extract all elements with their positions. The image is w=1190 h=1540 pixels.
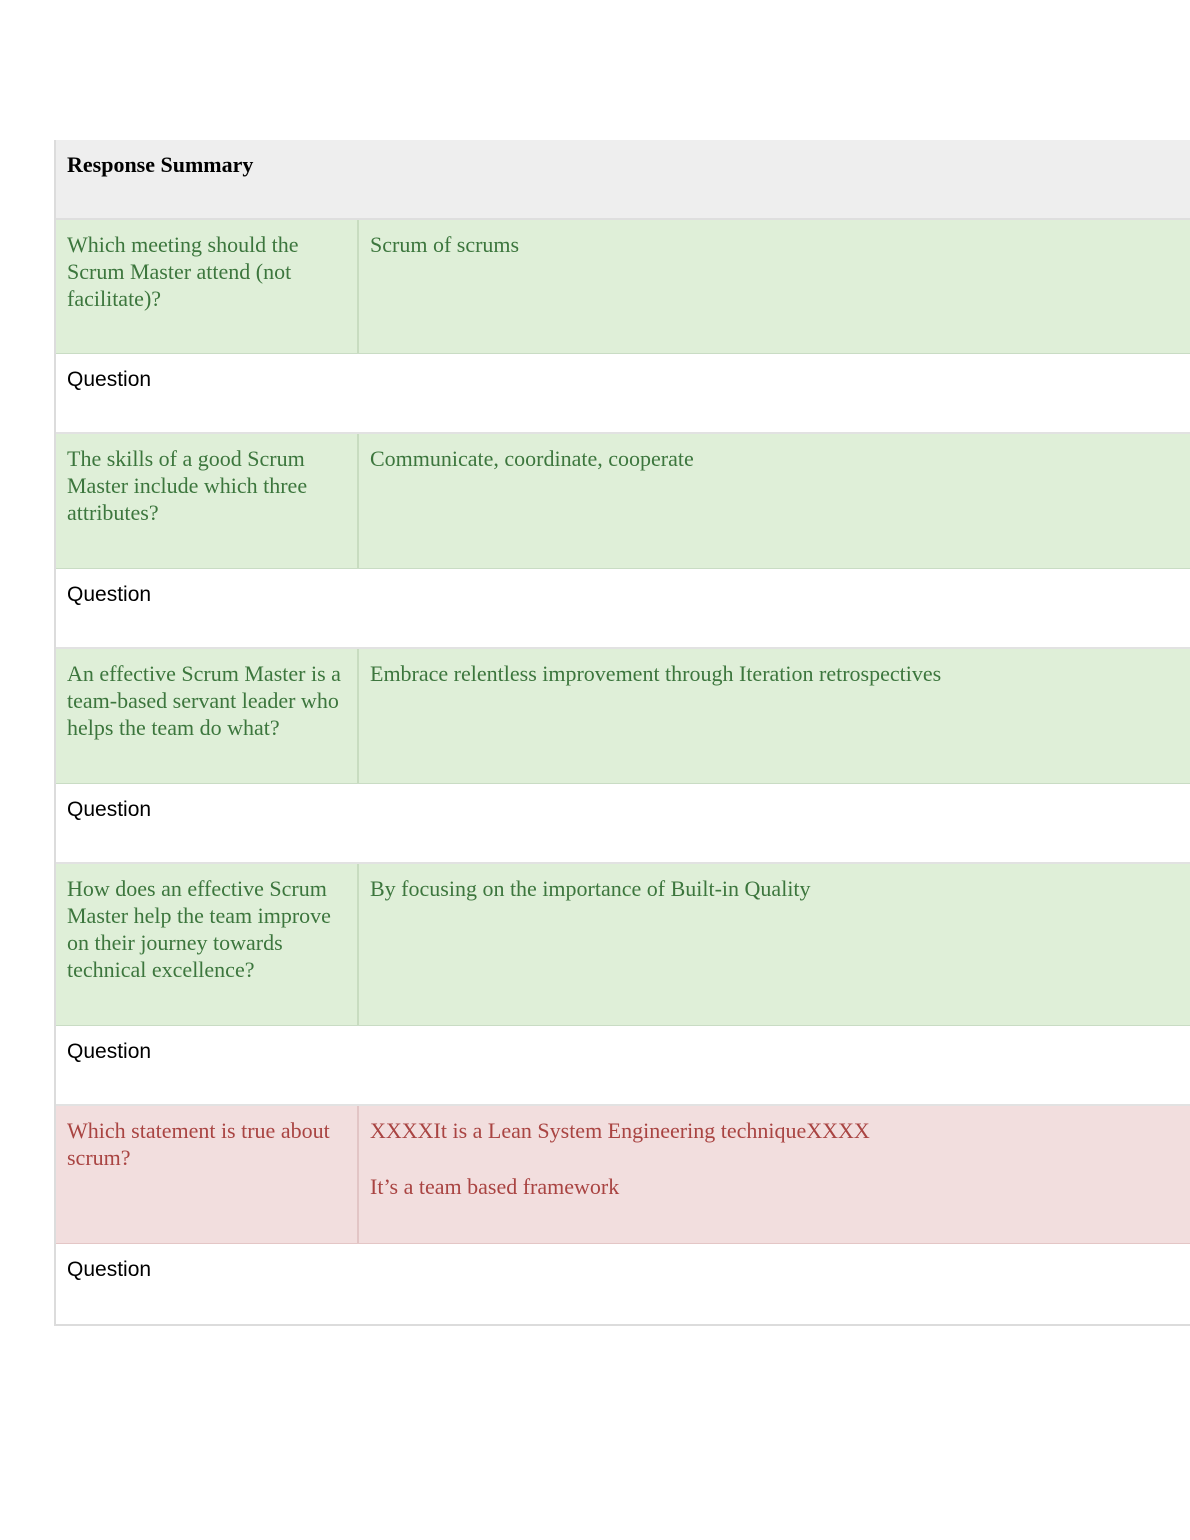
answer-text-correct: It’s a team based framework bbox=[370, 1174, 620, 1199]
question-text: Which meeting should the Scrum Master attend (not facilitate)? bbox=[56, 220, 359, 353]
question-text: Which statement is true about scrum? bbox=[56, 1106, 359, 1243]
answer-cell bbox=[359, 649, 1190, 783]
qa-row-correct bbox=[56, 649, 1190, 784]
response-summary-table bbox=[54, 140, 1190, 1326]
answer-cell bbox=[359, 864, 1190, 1025]
answer-text: By focusing on the importance of Built-in Quality bbox=[370, 876, 811, 901]
qa-row-correct bbox=[56, 220, 1190, 354]
question-label: Question bbox=[56, 784, 1190, 864]
response-summary-title: Response Summary bbox=[56, 140, 1190, 220]
qa-row-incorrect bbox=[56, 1106, 1190, 1244]
question-text: An effective Scrum Master is a team-based servant leader who helps the team do what? bbox=[56, 649, 359, 783]
question-label: Question bbox=[56, 1244, 1190, 1324]
question-label: Question bbox=[56, 354, 1190, 434]
answer-cell bbox=[359, 434, 1190, 568]
answer-cell bbox=[359, 220, 1190, 353]
answer-text: Communicate, coordinate, cooperate bbox=[370, 446, 694, 471]
answer-text: Embrace relentless improvement through Iteration retrospectives bbox=[370, 661, 942, 686]
question-text: How does an effective Scrum Master help the team improve on their journey towards technical excellence? bbox=[56, 864, 359, 1025]
question-label: Question bbox=[56, 1026, 1190, 1106]
answer-text: Scrum of scrums bbox=[370, 232, 520, 257]
question-text: The skills of a good Scrum Master include which three attributes? bbox=[56, 434, 359, 568]
qa-row-correct bbox=[56, 434, 1190, 569]
answer-cell bbox=[359, 1106, 1190, 1243]
answer-text-selected: XXXXIt is a Lean System Engineering techniqueXXXX bbox=[370, 1118, 870, 1143]
question-label: Question bbox=[56, 569, 1190, 649]
qa-row-correct bbox=[56, 864, 1190, 1026]
